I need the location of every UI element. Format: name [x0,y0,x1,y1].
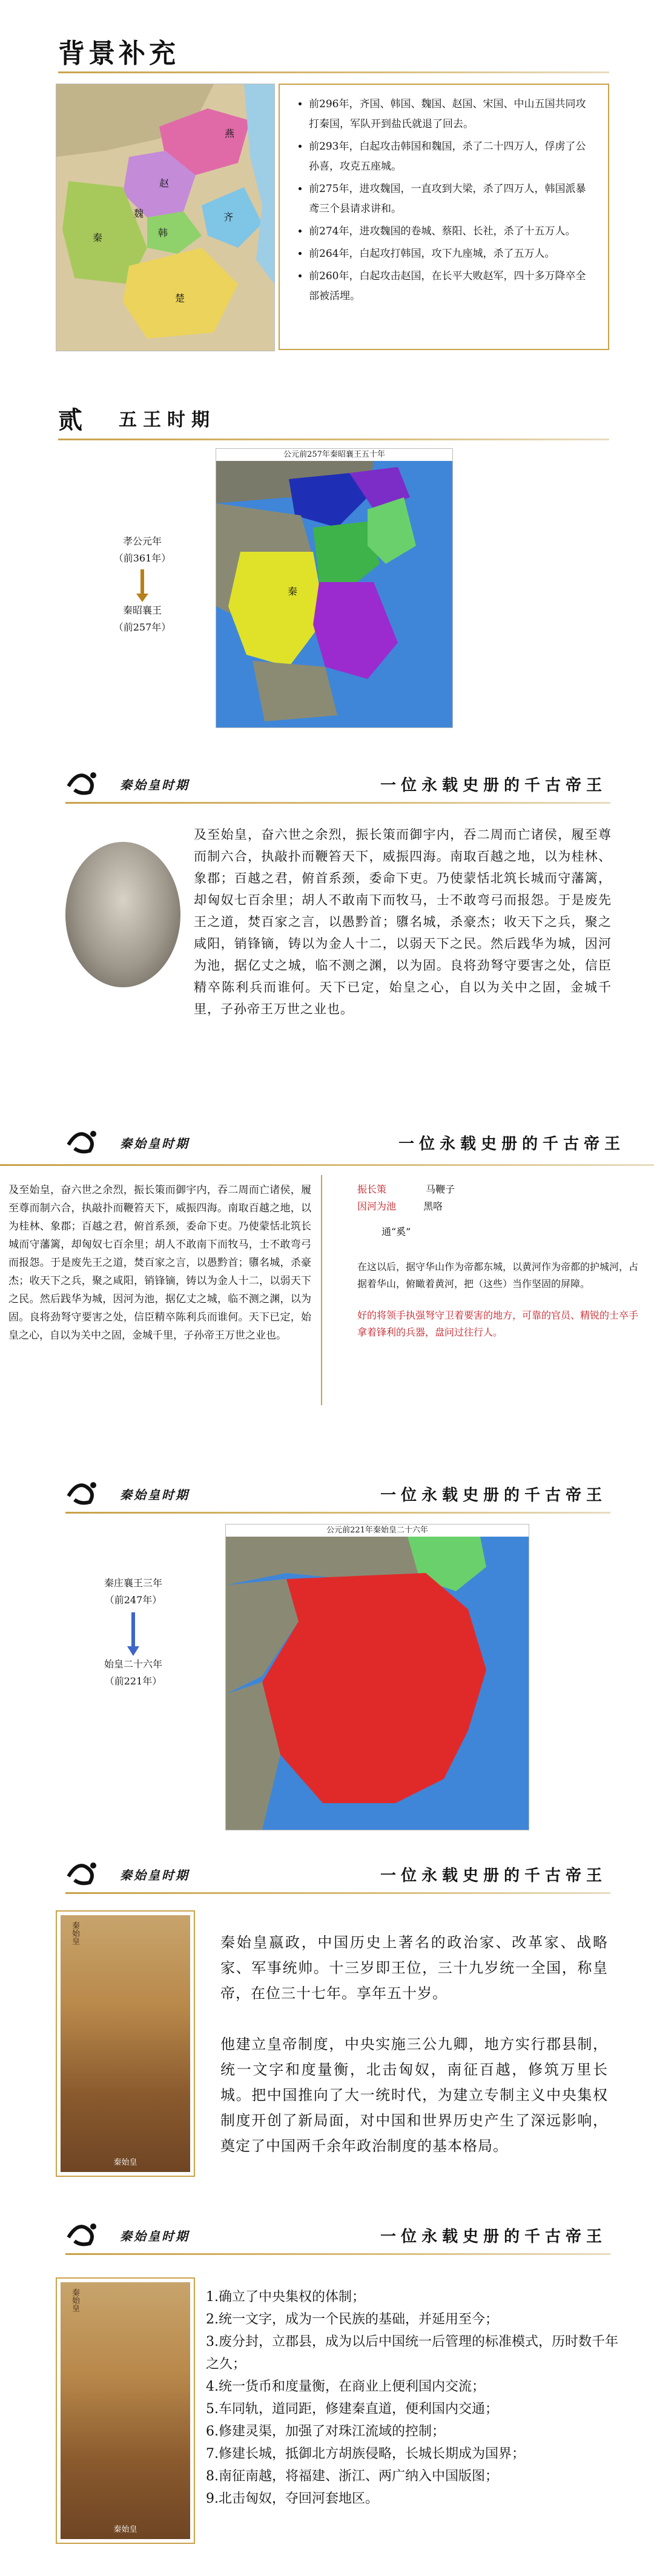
chapter-title: 秦始皇时期 [120,778,190,792]
chapter-header [65,1127,629,1165]
timeline-end-label: 秦昭襄王 [122,604,162,616]
note-meaning: 马鞭子 [426,1184,455,1195]
timeline [79,1575,188,1696]
map-257bc [216,448,453,728]
chapter-title: 秦始皇时期 [120,1136,190,1151]
warring-states-map [56,84,275,351]
divider [65,802,610,804]
timeline-arrow [140,569,144,594]
painting-image [61,1915,190,2172]
chapter-slogan: 一位永载史册的千古帝王 [380,1486,607,1505]
emperor-painting [56,2277,195,2544]
divider [58,71,609,73]
bullet-item: • 前260年，白起攻击赵国，在长平大败赵军，四十多万降卒全部被活埋。 [309,267,595,306]
painting-tag: 秦始皇 [70,2288,79,2312]
reform-item: 5.车同轨，道同距，修建秦直道，便利国内交通； [206,2402,498,2417]
map-label-chu: 楚 [175,293,185,304]
note-term: 因河为池 [357,1200,397,1212]
map-label-qin: 秦 [288,586,298,597]
calligraphy-seal-icon [65,1127,102,1154]
note-explain-2: 好的将领手执强弩守卫着要害的地方，可靠的官员、精锐的士卒手拿着锋利的兵器，盘问过往行人。 [357,1310,639,1338]
divider [65,2253,610,2255]
note-explain: 在这以后，据守华山作为帝都东城，以黄河作为帝都的护城河，占据着华山，俯瞰着黄河，把（这些）当作坚固的屏障。 [357,1261,639,1290]
timeline-end-year: （前221年） [104,1675,162,1687]
emperor-portrait-oval [65,842,180,987]
reforms-list [206,2286,630,2510]
bullet-item: • 前264年，白起攻打韩国，攻下九座城，杀了五万人。 [309,244,595,264]
map-graphic [226,1537,529,1830]
note-meaning: 黑咯 [423,1200,443,1212]
chapter-title: 秦始皇时期 [120,1488,190,1502]
note-tong: 通“奚” [382,1226,411,1237]
chapter-header [65,1858,610,1897]
chapter-title: 秦始皇时期 [120,1868,190,1882]
timeline-arrow [131,1612,135,1646]
timeline-end-year: （前257年） [113,621,171,633]
map-label-yan: 燕 [225,128,235,139]
emperor-painting [56,1910,195,2177]
reform-item: 7.修建长城，抵御北方胡族侵略，长城长期成为国界； [206,2446,525,2462]
annotation-notes [357,1181,642,1411]
chapter-slogan: 一位永载史册的千古帝王 [398,1135,626,1153]
note-row [357,1198,642,1215]
map-label-han: 韩 [158,227,168,239]
chapter-slogan: 一位永载史册的千古帝王 [380,776,607,795]
timeline-end-label: 始皇二十六年 [104,1658,162,1670]
bio-paragraph-1: 秦始皇嬴政，中国历史上著名的政治家、改革家、战略家、军事统帅。十三岁即王位，三十九岁统一全国，称皇帝，在位三十七年。享年五十岁。 [220,1934,608,2002]
map-221bc [225,1524,529,1830]
divider [65,1892,610,1894]
guoqin-paragraph: 及至始皇，奋六世之余烈，振长策而御宇内，吞二周而亡诸侯，履至尊而制六合，执敲扑而鞭笞天下，威振四海。南取百越之地，以为桂林、象郡；百越之君，俯首系颈，委命下吏。乃使蒙恬北筑长城而守藩篱，却匈奴七百余里；胡人不敢南下而牧马，士不敢弯弓而报怨。于是废先王之道，焚百家之言，以愚黔首；隳名城，杀豪杰；收天下之兵，聚之咸阳，销锋镝，铸以为金人十二，以弱天下之民。然后践华为城，因河为池，据亿丈之城，临不测之渊，以为固。良将劲弩守要害之处，信臣精卒陈利兵而谁何。天下已定，始皇之心，自以为关中之固，金城千里，子孙帝王万世之业也。 [194,827,612,1016]
map-graphic [216,461,452,727]
bullet-item: • 前296年，齐国、韩国、魏国、赵国、宋国、中山五国共同攻打秦国，军队开到盐氏就退了回去。 [309,94,595,134]
timeline-start-label: 秦庄襄王三年 [104,1577,162,1589]
calligraphy-seal-icon [65,768,102,796]
reform-item: 4.统一货币和度量衡，在商业上便利国内交流； [206,2379,485,2394]
chapter-header [65,2219,610,2258]
map-graphic [56,84,274,351]
reform-item: 3.废分封，立郡县，成为以后中国统一后管理的标准模式，历时数千年之久； [206,2334,618,2372]
arrow-down-icon [136,594,148,602]
section-title: 背景补充 [58,38,179,69]
background-bullets [279,84,609,350]
calligraphy-seal-icon [65,1858,102,1886]
section2-heading [58,401,609,443]
timeline-start-year: （前361年） [113,552,171,564]
timeline-start-year: （前247年） [104,1594,162,1606]
bullet-item: • 前274年，进攻魏国的卷城、蔡阳、长社，杀了十五万人。 [309,222,595,242]
bullet-item: • 前293年，白起攻击韩国和魏国，杀了二十四万人，俘虏了公孙喜，攻克五座城。 [309,137,595,177]
calligraphy-seal-icon [65,1478,102,1506]
annotated-paragraph: 及至始皇，奋六世之余烈，振长策而御宇内，吞二周而亡诸侯，履至尊而制六合，执敲扑而鞭笞天下，威振四海。南取百越之地，以为桂林、象郡；百越之君，俯首系颈，委命下吏。乃使蒙恬北筑长城而守藩篱，却匈奴七百余里；胡人不敢南下而牧马，士不敢弯弓而报怨。于是废先王之道，焚百家之言，以愚黔首；隳名城，杀豪杰；收天下之兵，聚之咸阳，销锋镝，铸以为金人十二，以弱天下之民。然后践华为城，因河为池，据亿丈之城，临不测之渊，以为固。良将劲弩守要害之处，信臣精卒陈利兵而谁何。天下已定，始皇之心，自以为关中之固，金城千里，子孙帝王万世之业也。 [8,1184,311,1342]
timeline-start-label: 孝公元年 [122,535,162,547]
reform-item: 1.确立了中央集权的体制； [206,2290,365,2305]
reform-item: 8.南征南越，将福建、浙江、两广纳入中国版图； [206,2469,498,2484]
painting-caption: 秦始皇 [113,2525,137,2534]
reform-item: 9.北击匈奴，夺回河套地区。 [206,2491,378,2506]
arrow-down-icon [127,1646,139,1656]
map-label-zhao: 赵 [159,177,170,189]
vertical-divider [321,1175,322,1405]
map-label-wei: 魏 [134,208,144,219]
divider [65,1512,610,1514]
painting-tag: 秦始皇 [70,1921,79,1945]
map-label-qi: 齐 [223,211,234,223]
bio-paragraph-2: 他建立皇帝制度，中央实施三公九卿，地方实行郡县制，统一文字和度量衡，北击匈奴，南征百越，修筑万里长城。把中国推向了大一统时代，为建立专制主义中央集权制度开创了新局面，对中国和世界历史产生了深远影响，奠定了中国两千余年政治制度的基本格局。 [220,2036,608,2154]
chapter-title: 秦始皇时期 [120,2229,190,2243]
section-title: 五王时期 [119,409,216,431]
calligraphy-seal-icon [65,2219,102,2247]
painting-image [61,2282,190,2539]
bullet-item: • 前275年，进攻魏国，一直攻到大梁，杀了四万人，韩国派暴鸢三个县请求讲和。 [309,179,595,219]
note-term: 振长策 [357,1184,387,1195]
divider [0,1164,654,1166]
chapter-slogan: 一位永载史册的千古帝王 [380,1867,607,1885]
note-row [357,1181,642,1198]
map-caption: 公元前257年秦昭襄王五十年 [283,450,385,459]
chapter-slogan: 一位永载史册的千古帝王 [380,2228,607,2246]
timeline [91,533,194,642]
section-numeral: 贰 [58,406,82,434]
map-label-qin: 秦 [93,232,103,243]
divider [58,439,609,440]
chapter-header [65,768,610,807]
chapter-header [65,1478,610,1517]
reform-item: 6.修建灵渠，加强了对珠江流域的控制； [206,2424,445,2439]
map-caption: 公元前221年秦始皇二十六年 [326,1526,428,1535]
reform-item: 2.统一文字，成为一个民族的基础，并延用至今； [206,2312,498,2327]
painting-caption: 秦始皇 [113,2158,137,2167]
